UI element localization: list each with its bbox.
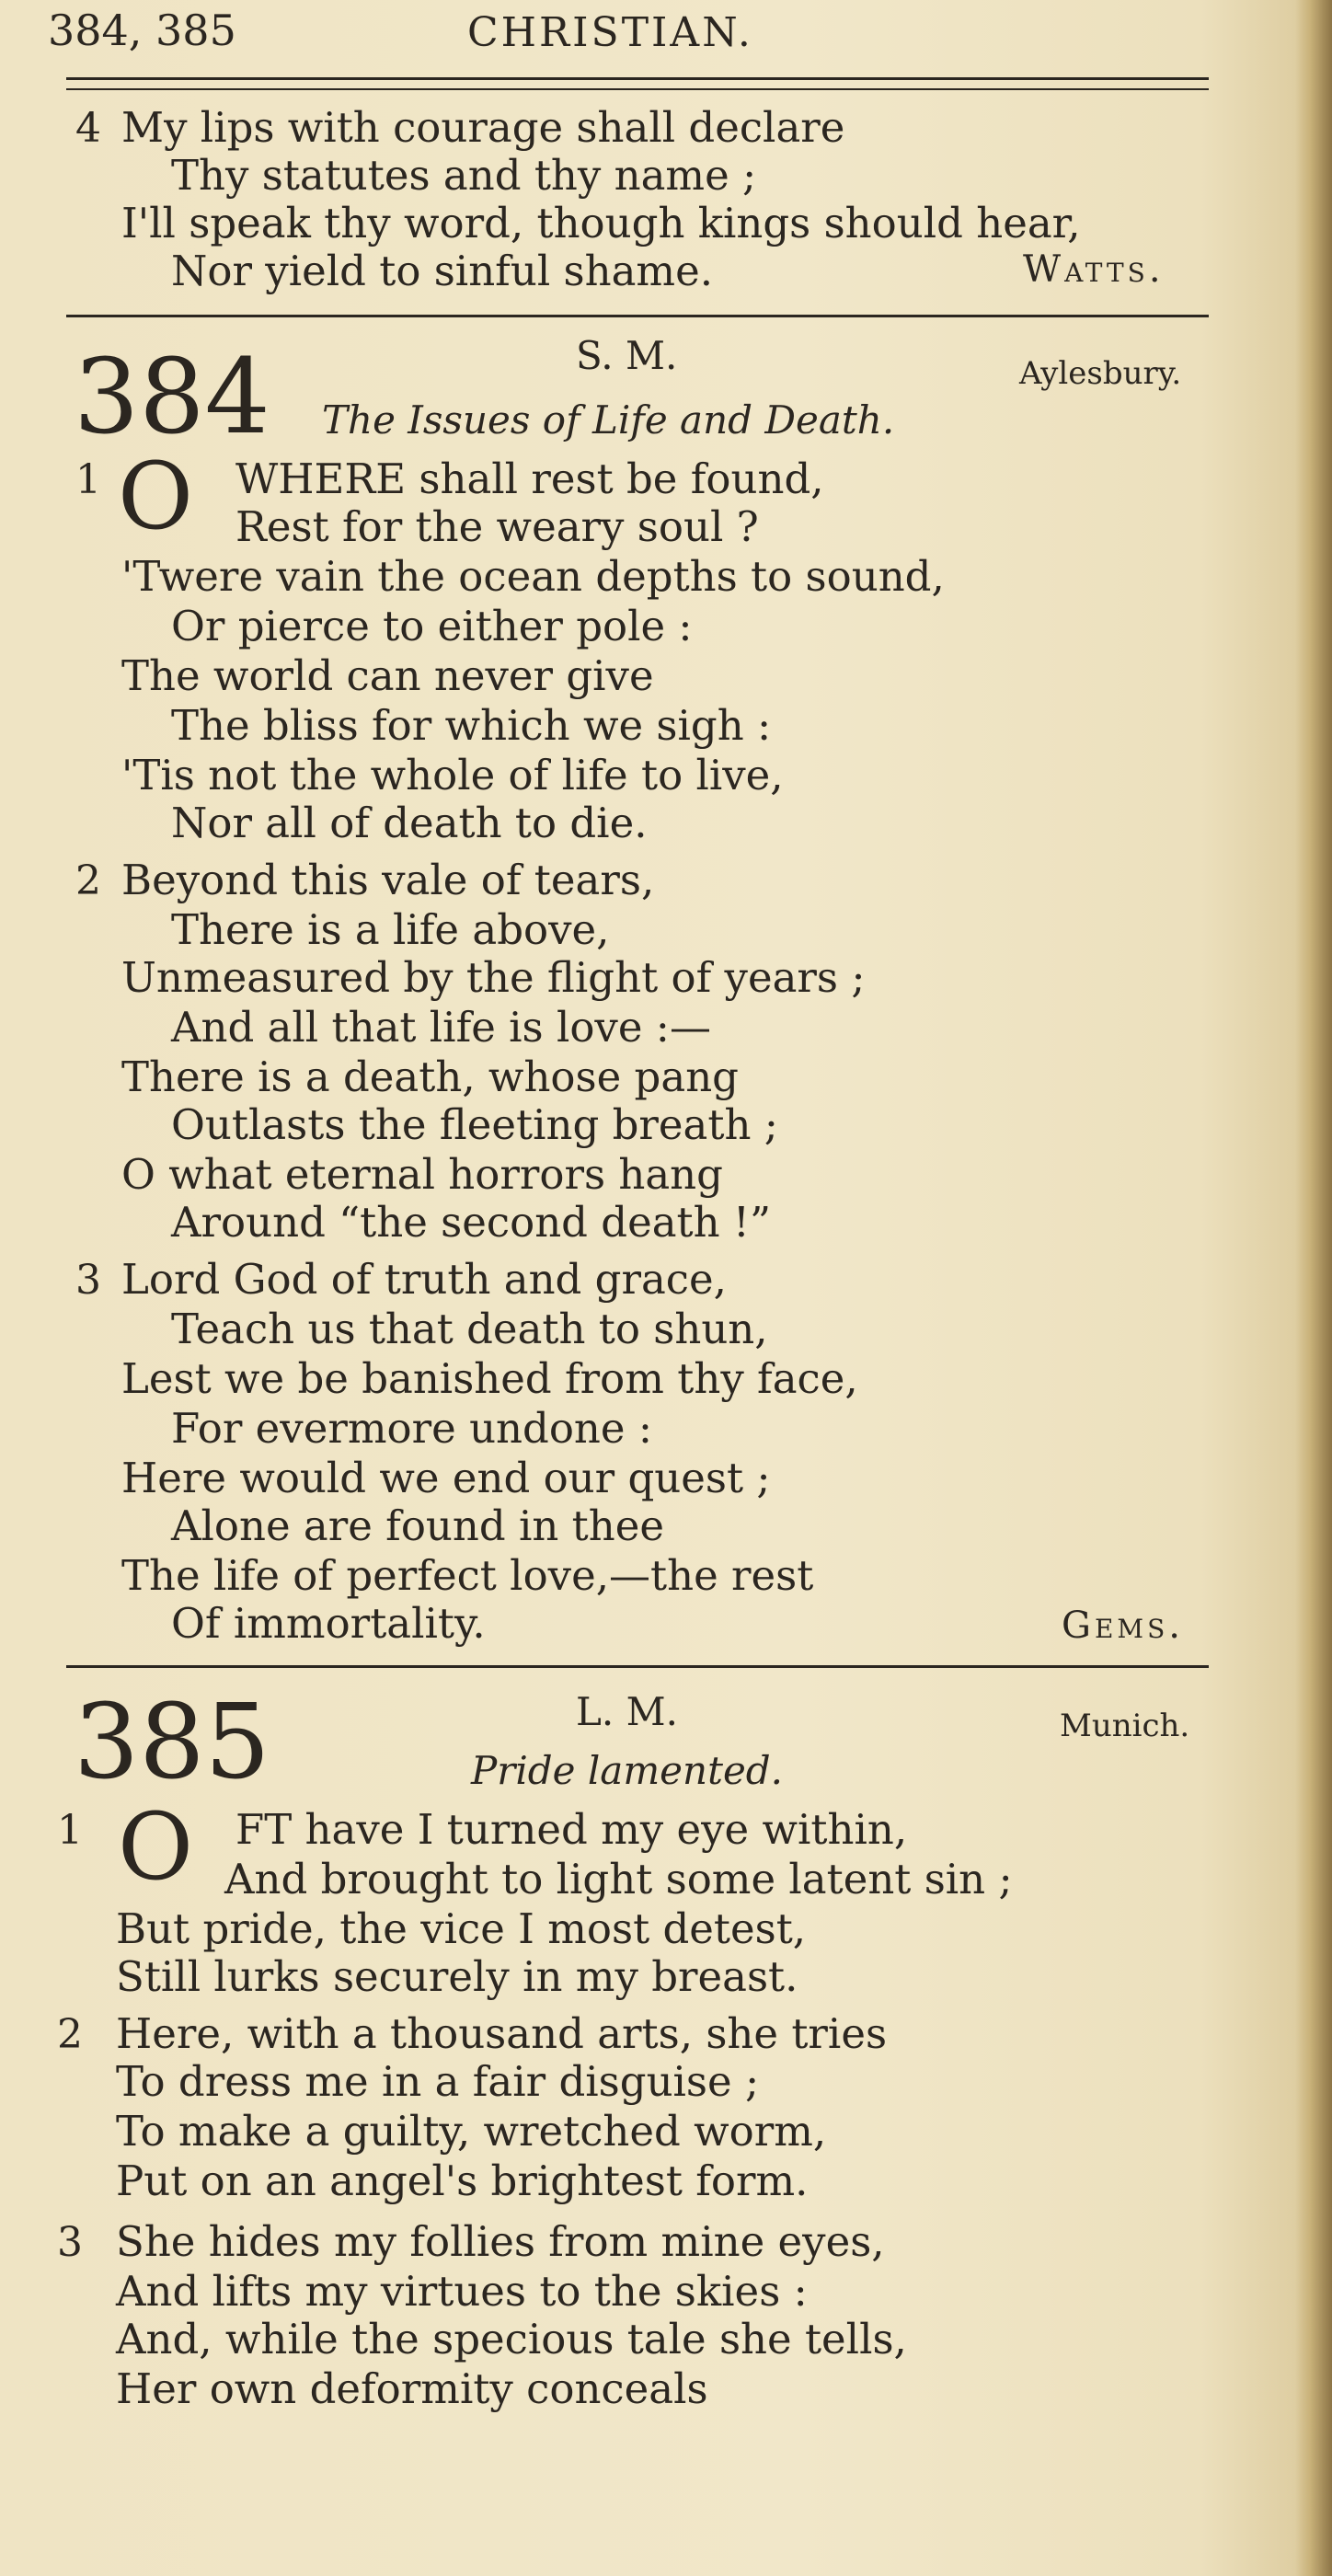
verse-line: There is a death, whose pang [121,1052,739,1101]
verse-line: To make a guilty, wretched worm, [116,2107,827,2156]
verse-line: Here would we end our quest ; [121,1454,771,1502]
page-edge-shadow [1295,0,1332,2576]
header-rule-top [66,77,1209,80]
verse-line: Rest for the weary soul ? [235,502,759,551]
verse-number: 2 [57,2011,83,2058]
verse-line: But pride, the vice I most detest, [116,1904,807,1953]
header-page-numbers: 384, 385 [48,6,236,55]
verse-line: Thy statutes and thy name ; [171,151,757,200]
verse-line: Nor yield to sinful shame. [171,247,714,295]
verse-line: Lest we be banished from thy face, [121,1354,858,1403]
verse-line: Or pierce to either pole : [171,602,693,650]
verse-line: Nor all of death to die. [171,799,648,847]
drop-cap: O [118,1793,193,1901]
header-running-title: CHRISTIAN. [467,9,753,56]
verse-line: There is a life above, [171,905,610,954]
verse-line: The life of perfect love,—the rest [121,1551,814,1600]
hymn-author: Watts. [1023,248,1165,291]
verse-line: The bliss for which we sigh : [171,701,772,750]
hymn-number: 385 [74,1683,270,1802]
verse-number: 1 [57,1807,83,1854]
verse-line: 'Twere vain the ocean depths to sound, [121,552,945,601]
hymn-title: The Issues of Life and Death. [322,397,895,443]
verse-line: I'll speak thy word, though kings should hear, [121,199,1081,247]
verse-line: And brought to light some latent sin ; [224,1855,1013,1903]
verse-line: 'Tis not the whole of life to live, [121,751,784,799]
verse-line: WHERE shall rest be found, [235,454,824,503]
section-rule [66,1665,1209,1668]
verse-line: Beyond this vale of tears, [121,856,655,904]
verse-line: She hides my follies from mine eyes, [116,2217,885,2266]
hymn-meter: L. M. [576,1689,678,1734]
hymn-tune: Aylesbury. [1019,355,1182,392]
verse-line: Unmeasured by the flight of years ; [121,953,866,1002]
verse-number: 1 [75,456,101,503]
verse-line: Here, with a thousand arts, she tries [116,2009,888,2058]
hymn-number: 384 [74,338,270,457]
verse-number: 4 [75,105,101,152]
verse-line: And, while the specious tale she tells, [116,2315,907,2363]
verse-line: For evermore undone : [171,1404,653,1453]
hymn-tune: Munich. [1060,1708,1190,1744]
drop-cap: O [118,443,193,550]
verse-number: 2 [75,857,101,904]
verse-line: And all that life is love :— [171,1003,711,1052]
verse-line: Outlasts the fleeting breath ; [171,1100,778,1149]
verse-line: Of immortality. [171,1599,486,1648]
hymn-author: Gems. [1062,1604,1184,1647]
section-rule [66,315,1209,317]
header-rule-bottom [66,88,1209,90]
verse-line: To dress me in a fair disguise ; [116,2057,760,2106]
verse-line: Teach us that death to shun, [171,1305,768,1353]
verse-line: The world can never give [121,651,654,700]
verse-line: Still lurks securely in my breast. [116,1952,798,2001]
hymn-title: Pride lamented. [471,1748,784,1793]
verse-number: 3 [75,1257,101,1304]
verse-line: FT have I turned my eye within, [235,1805,908,1854]
verse-line: O what eternal horrors hang [121,1150,723,1199]
verse-line: Her own deformity conceals [116,2364,708,2413]
verse-line: Around “the second death !” [171,1198,772,1247]
verse-number: 3 [57,2219,83,2266]
verse-line: And lifts my virtues to the skies : [116,2267,808,2316]
verse-line: Put on an angel's brightest form. [116,2156,809,2205]
verse-line: Lord God of truth and grace, [121,1255,727,1304]
hymn-meter: S. M. [576,333,678,378]
verse-line: My lips with courage shall declare [121,103,845,152]
verse-line: Alone are found in thee [171,1501,665,1550]
